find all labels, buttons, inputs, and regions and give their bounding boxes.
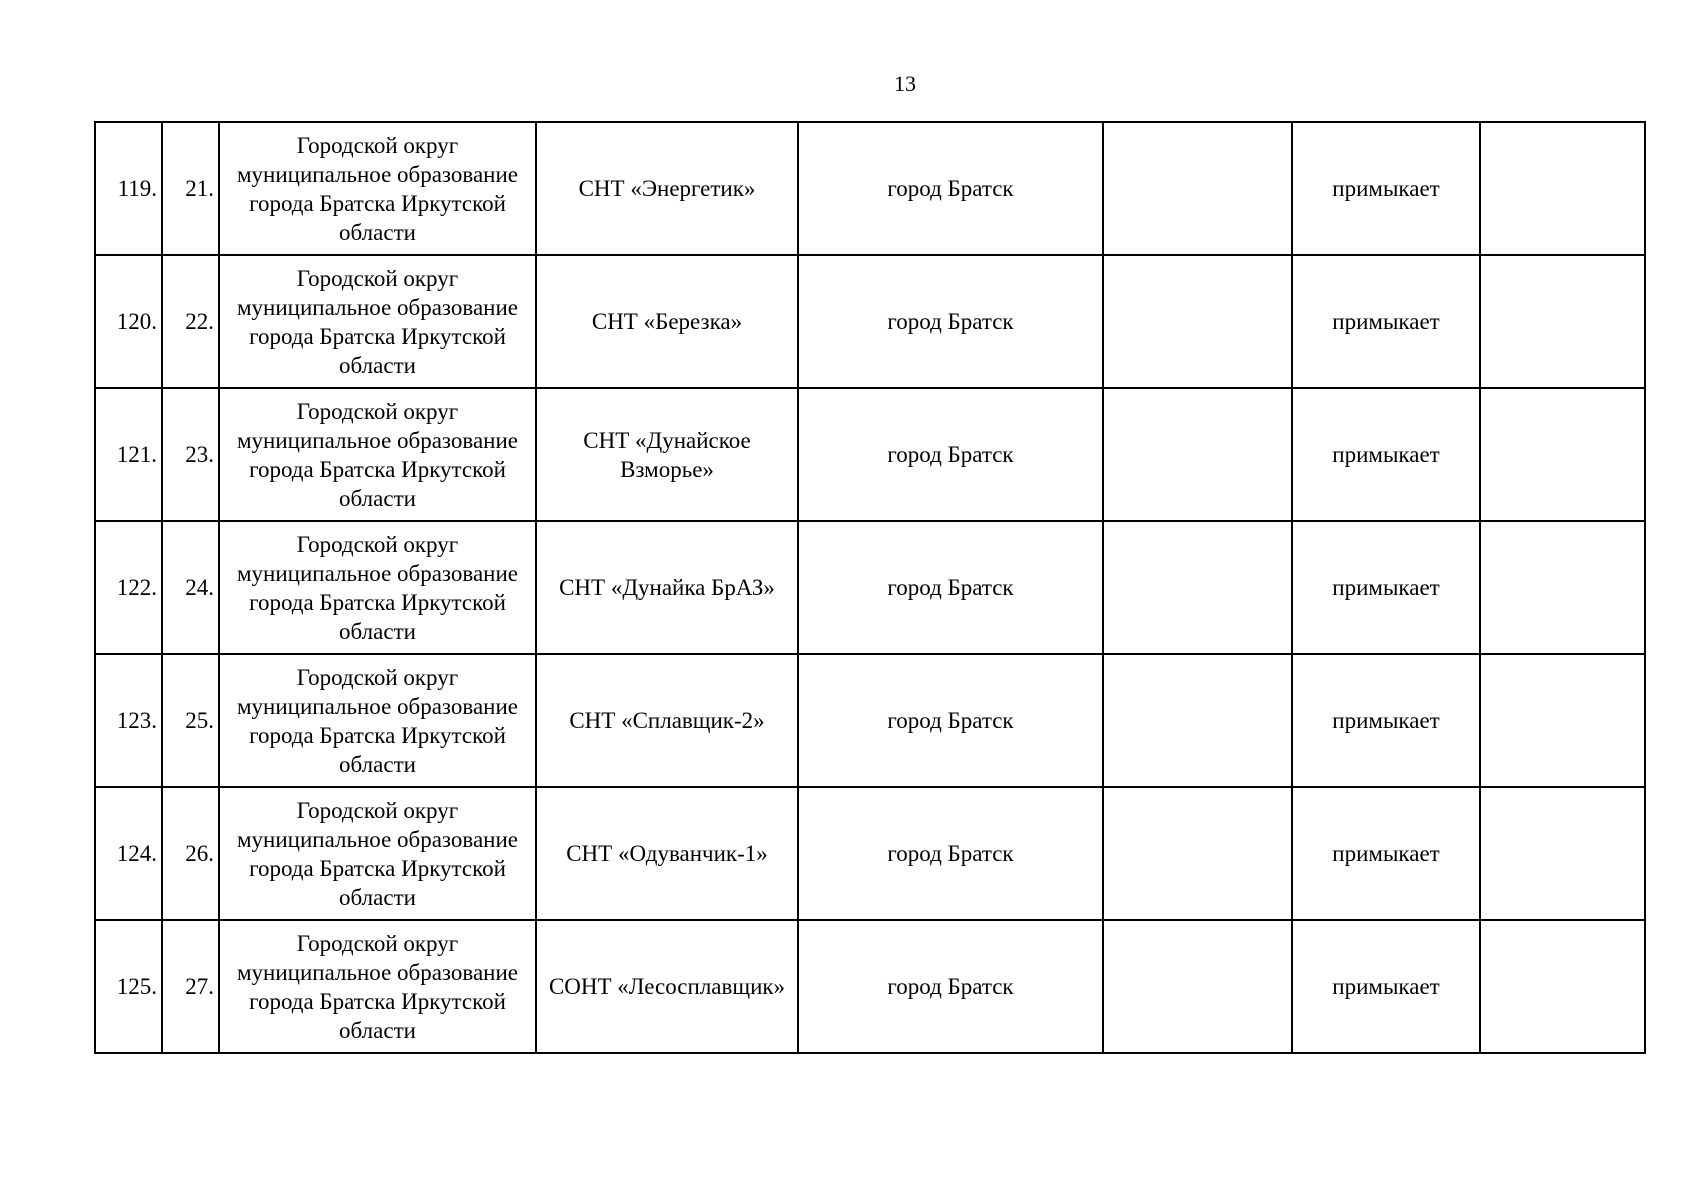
row-sub-number: 25. [162, 654, 219, 787]
table-row [95, 521, 1645, 654]
page-number: 13 [894, 71, 916, 96]
empty-cell [1480, 787, 1645, 920]
row-sub-number: 23. [162, 388, 219, 521]
municipality-cell: Городской округ муниципальное образование города Братска Иркутской области [219, 920, 536, 1053]
municipality-cell: Городской округ муниципальное образование города Братска Иркутской области [219, 388, 536, 521]
partnership-name-cell: СНТ «Дунайка БрАЗ» [536, 521, 798, 654]
partnership-name-cell: СНТ «Одуванчик-1» [536, 787, 798, 920]
status-cell: примыкает [1292, 787, 1480, 920]
partnership-name-cell: СНТ «Березка» [536, 255, 798, 388]
municipality-cell: Городской округ муниципальное образование города Братска Иркутской области [219, 255, 536, 388]
empty-cell [1103, 122, 1292, 255]
municipality-cell: Городской округ муниципальное образование города Братска Иркутской области [219, 122, 536, 255]
table-row [95, 920, 1645, 1053]
settlement-cell: город Братск [798, 255, 1103, 388]
settlement-cell: город Братск [798, 521, 1103, 654]
settlement-cell: город Братск [798, 920, 1103, 1053]
row-number: 121. [95, 388, 162, 521]
row-sub-number: 24. [162, 521, 219, 654]
partnership-name-cell: СОНТ «Лесосплавщик» [536, 920, 798, 1053]
status-cell: примыкает [1292, 122, 1480, 255]
empty-cell [1480, 255, 1645, 388]
row-number: 120. [95, 255, 162, 388]
row-sub-number: 26. [162, 787, 219, 920]
row-number: 123. [95, 654, 162, 787]
status-cell: примыкает [1292, 654, 1480, 787]
table-row [95, 787, 1645, 920]
row-number: 124. [95, 787, 162, 920]
settlement-cell: город Братск [798, 654, 1103, 787]
empty-cell [1103, 521, 1292, 654]
settlement-cell: город Братск [798, 787, 1103, 920]
empty-cell [1480, 920, 1645, 1053]
empty-cell [1103, 787, 1292, 920]
status-cell: примыкает [1292, 920, 1480, 1053]
municipality-cell: Городской округ муниципальное образование города Братска Иркутской области [219, 521, 536, 654]
table-row [95, 122, 1645, 255]
empty-cell [1103, 654, 1292, 787]
empty-cell [1103, 388, 1292, 521]
row-number: 125. [95, 920, 162, 1053]
municipality-cell: Городской округ муниципальное образование города Братска Иркутской области [219, 654, 536, 787]
status-cell: примыкает [1292, 521, 1480, 654]
empty-cell [1480, 388, 1645, 521]
row-number: 119. [95, 122, 162, 255]
empty-cell [1103, 920, 1292, 1053]
table-row [95, 654, 1645, 787]
row-number: 122. [95, 521, 162, 654]
partnership-name-cell: СНТ «Сплавщик-2» [536, 654, 798, 787]
empty-cell [1480, 521, 1645, 654]
empty-cell [1480, 654, 1645, 787]
partnership-name-cell: СНТ «Энергетик» [536, 122, 798, 255]
register-table [94, 121, 1646, 1054]
row-sub-number: 22. [162, 255, 219, 388]
empty-cell [1480, 122, 1645, 255]
table-row [95, 388, 1645, 521]
municipality-cell: Городской округ муниципальное образование города Братска Иркутской области [219, 787, 536, 920]
status-cell: примыкает [1292, 388, 1480, 521]
partnership-name-cell: СНТ «Дунайское Взморье» [536, 388, 798, 521]
table-row [95, 255, 1645, 388]
settlement-cell: город Братск [798, 122, 1103, 255]
empty-cell [1103, 255, 1292, 388]
status-cell: примыкает [1292, 255, 1480, 388]
row-sub-number: 21. [162, 122, 219, 255]
settlement-cell: город Братск [798, 388, 1103, 521]
row-sub-number: 27. [162, 920, 219, 1053]
